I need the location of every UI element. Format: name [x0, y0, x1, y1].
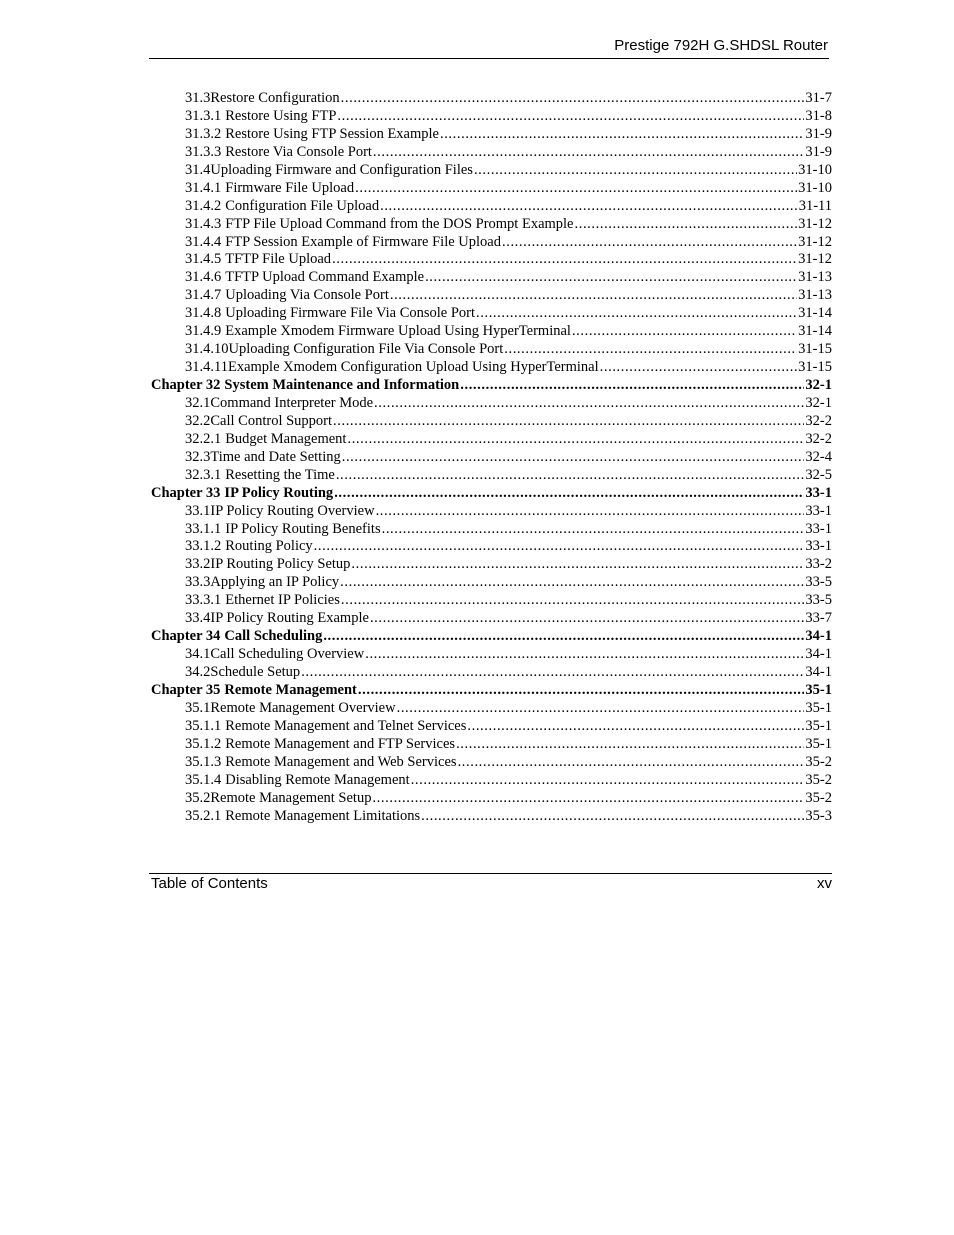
toc-entry[interactable]: [151, 772, 832, 790]
toc-entry[interactable]: [151, 198, 832, 216]
toc-entry-number: 31.4.8: [185, 305, 222, 322]
toc-entry-number: 31.4.3: [185, 215, 222, 232]
dot-leader: [421, 808, 804, 826]
toc-entry[interactable]: [151, 323, 832, 341]
toc-entry[interactable]: [151, 467, 832, 485]
dot-leader: [460, 377, 804, 395]
toc-entry-title: Remote Management Limitations: [225, 807, 421, 824]
toc-entry[interactable]: [151, 592, 832, 610]
toc-entry-page: 33-5: [805, 592, 832, 609]
toc-entry[interactable]: [151, 736, 832, 754]
toc-entry-title: Schedule Setup: [210, 664, 301, 680]
dot-leader: [370, 610, 804, 628]
dot-leader: [351, 556, 804, 574]
toc-entry-title: Example Xmodem Firmware Upload Using HyperTerminal: [225, 323, 571, 340]
toc-entry[interactable]: [151, 503, 832, 521]
toc-entry-page: 34-1: [805, 664, 832, 680]
toc-entry-page: 32-4: [805, 448, 832, 465]
toc-entry[interactable]: [151, 538, 832, 556]
toc-entry-title: Remote Management and Web Services: [225, 753, 457, 770]
toc-entry[interactable]: [151, 216, 832, 234]
toc-entry[interactable]: [151, 556, 832, 574]
toc-entry-page: 35-1: [805, 681, 832, 698]
toc-entry-title: Command Interpreter Mode: [210, 394, 374, 411]
toc-entry-page: 33-7: [805, 610, 832, 627]
toc-entry-page: 31-14: [798, 305, 832, 322]
dot-leader: [372, 790, 804, 808]
toc-entry-page: 35-1: [805, 717, 832, 734]
toc-entry-page: 35-3: [805, 807, 832, 824]
toc-chapter-entry[interactable]: [151, 682, 832, 700]
toc-entry-title: IP Routing Policy Setup: [210, 556, 351, 573]
toc-entry-number: 34.2: [185, 664, 211, 680]
dot-leader: [334, 485, 804, 503]
dot-leader: [474, 162, 797, 180]
toc-entry-number: 31.3: [185, 90, 211, 106]
toc-entry-page: 35-1: [805, 735, 832, 752]
toc-entry[interactable]: [151, 341, 832, 359]
toc-entry-title: Applying an IP Policy: [210, 574, 340, 591]
toc-entry-title: TFTP Upload Command Example: [225, 269, 425, 286]
dot-leader: [333, 413, 804, 431]
toc-entry[interactable]: [151, 251, 832, 269]
dot-leader: [376, 503, 805, 521]
toc-chapter-entry[interactable]: [151, 377, 832, 395]
toc-chapter-entry[interactable]: [151, 485, 832, 503]
dot-leader: [504, 341, 797, 359]
toc-entry-title: IP Policy Routing Overview: [210, 502, 375, 519]
toc-entry-page: 33-1: [805, 538, 832, 555]
toc-entry-title: Example Xmodem Configuration Upload Using HyperTerminal: [227, 359, 599, 376]
toc-entry-number: 31.4: [185, 161, 211, 178]
toc-entry-number: 33.1: [185, 502, 211, 519]
footer-section-title: Table of Contents: [151, 875, 268, 892]
toc-entry[interactable]: [151, 359, 832, 377]
dot-leader: [323, 628, 804, 646]
toc-entry-page: 31-12: [798, 215, 832, 232]
toc-entry-number: Chapter 32: [151, 377, 221, 393]
dot-leader: [355, 180, 797, 198]
toc-entry-number: 33.4: [185, 610, 211, 627]
toc-entry-page: 31-9: [805, 125, 832, 142]
toc-entry-number: 33.2: [185, 556, 211, 573]
toc-entry-title: Uploading Via Console Port: [225, 287, 389, 304]
toc-entry[interactable]: [151, 395, 832, 413]
toc-entry[interactable]: [151, 287, 832, 305]
running-header: Prestige 792H G.SHDSL Router: [614, 37, 828, 54]
toc-entry-page: 31-14: [798, 323, 832, 340]
toc-entry-number: 31.4.2: [185, 197, 222, 214]
toc-entry[interactable]: [151, 234, 832, 252]
toc-entry-number: 32.3: [185, 448, 211, 465]
toc-entry-number: 31.4.9: [185, 323, 222, 340]
dot-leader: [467, 718, 804, 736]
dot-leader: [301, 664, 804, 682]
dot-leader: [600, 359, 798, 377]
toc-entry-title: Call Scheduling Overview: [210, 646, 365, 663]
toc-entry-number: 31.4.6: [185, 269, 222, 286]
toc-entry[interactable]: [151, 808, 832, 826]
toc-entry-title: Configuration File Upload: [225, 197, 380, 214]
toc-entry-title: Remote Management and Telnet Services: [225, 717, 467, 734]
toc-entry[interactable]: [151, 574, 832, 592]
toc-entry-number: 31.4.5: [185, 251, 222, 268]
toc-entry-number: 33.1.1: [185, 520, 222, 537]
toc-entry-title: Firmware File Upload: [225, 179, 355, 196]
toc-entry-page: 35-1: [805, 699, 832, 716]
footer-rule: [149, 873, 832, 874]
toc-entry-number: 35.1.4: [185, 771, 222, 788]
toc-entry[interactable]: [151, 162, 832, 180]
toc-entry-page: 32-5: [805, 466, 832, 483]
dot-leader: [342, 449, 805, 467]
toc-entry-page: 31-8: [805, 107, 832, 124]
toc-entry[interactable]: [151, 521, 832, 539]
dot-leader: [390, 287, 797, 305]
dot-leader: [340, 574, 804, 592]
toc-entry-page: 31-13: [798, 269, 832, 286]
dot-leader: [458, 754, 805, 772]
toc-entry-page: 35-2: [805, 789, 832, 806]
toc-entry-title: Time and Date Setting: [210, 448, 341, 465]
toc-entry-number: 35.2: [185, 789, 211, 806]
toc-entry[interactable]: [151, 269, 832, 287]
toc-entry-page: 33-2: [805, 556, 832, 573]
dot-leader: [476, 305, 797, 323]
toc-entry-number: 35.1.1: [185, 717, 222, 734]
toc-entry-title: TFTP File Upload: [225, 251, 332, 268]
toc-entry-number: 32.2: [185, 412, 211, 429]
toc-entry[interactable]: [151, 646, 832, 664]
toc-entry-number: 35.1: [185, 699, 211, 716]
toc-entry-page: 33-1: [805, 502, 832, 519]
toc-entry-title: Remote Management Setup: [210, 789, 372, 806]
toc-entry[interactable]: [151, 431, 832, 449]
toc-entry-number: 33.3.1: [185, 592, 222, 609]
toc-entry-number: 31.4.7: [185, 287, 222, 304]
toc-entry-number: 32.3.1: [185, 466, 222, 483]
toc-entry-page: 32-2: [805, 430, 832, 447]
toc-entry-page: 35-2: [805, 771, 832, 788]
dot-leader: [425, 269, 797, 287]
toc-entry-title: FTP File Upload Command from the DOS Prompt Example: [225, 215, 574, 232]
dot-leader: [397, 700, 805, 718]
toc-entry[interactable]: [151, 90, 832, 108]
toc-entry-page: 31-12: [798, 251, 832, 268]
dot-leader: [365, 646, 804, 664]
dot-leader: [373, 144, 804, 162]
toc-entry-title: Remote Management: [224, 681, 357, 698]
toc-entry-title: System Maintenance and Information: [224, 377, 460, 393]
dot-leader: [347, 431, 804, 449]
toc-entry[interactable]: [151, 700, 832, 718]
toc-entry-title: Uploading Firmware File Via Console Port: [225, 305, 476, 322]
toc-entry-page: 31-10: [798, 179, 832, 196]
dot-leader: [336, 467, 805, 485]
dot-leader: [374, 395, 804, 413]
toc-entry[interactable]: [151, 754, 832, 772]
toc-entry-title: Uploading Firmware and Configuration Files: [210, 161, 473, 178]
toc-entry-page: 34-1: [805, 646, 832, 663]
toc-entry[interactable]: [151, 449, 832, 467]
dot-leader: [411, 772, 805, 790]
toc-entry[interactable]: [151, 180, 832, 198]
toc-entry-page: 31-12: [798, 233, 832, 250]
toc-entry-title: Routing Policy: [225, 538, 313, 555]
toc-entry-title: Disabling Remote Management: [225, 771, 410, 788]
toc-entry-number: 34.1: [185, 646, 211, 663]
toc-entry-title: Restore Using FTP Session Example: [225, 125, 439, 142]
toc-entry-number: 31.3.3: [185, 143, 222, 160]
toc-entry-title: FTP Session Example of Firmware File Upload: [225, 233, 501, 250]
toc-entry-number: Chapter 34: [151, 628, 221, 645]
toc-entry-number: 32.2.1: [185, 430, 222, 447]
toc-entry-title: Call Scheduling: [224, 628, 323, 645]
toc-entry-title: Restore Using FTP: [225, 107, 337, 124]
dot-leader: [502, 234, 797, 252]
toc-entry-page: 31-11: [798, 197, 832, 214]
dot-leader: [332, 251, 797, 269]
dot-leader: [341, 592, 805, 610]
toc-entry-number: 35.2.1: [185, 807, 222, 824]
dot-leader: [358, 682, 805, 700]
toc-chapter-entry[interactable]: [151, 628, 832, 646]
toc-entry-title: Uploading Configuration File Via Console Port: [228, 341, 504, 358]
toc-entry-title: Resetting the Time: [225, 466, 335, 483]
toc-entry-title: IP Policy Routing Example: [210, 610, 369, 627]
toc-entry-number: 31.4.11: [185, 359, 228, 376]
toc-entry-page: 33-1: [805, 520, 832, 537]
toc-entry[interactable]: [151, 108, 832, 126]
toc-entry-page: 33-1: [805, 484, 832, 501]
toc-entry-title: IP Policy Routing Benefits: [225, 520, 381, 537]
toc-entry-title: Call Control Support: [210, 412, 333, 429]
toc-entry[interactable]: [151, 126, 832, 144]
toc-entry[interactable]: [151, 610, 832, 628]
header-rule: [149, 58, 829, 59]
toc-entry-number: 33.1.2: [185, 538, 222, 555]
toc-entry[interactable]: [151, 305, 832, 323]
toc-entry-title: Remote Management Overview: [210, 699, 396, 716]
toc-entry-number: 31.4.1: [185, 179, 222, 196]
toc-entry-title: IP Policy Routing: [224, 484, 334, 501]
toc-entry[interactable]: [151, 790, 832, 808]
dot-leader: [337, 108, 804, 126]
toc-entry-page: 35-2: [805, 753, 832, 770]
toc-entry-page: 31-15: [798, 359, 832, 376]
toc-entry-title: Restore Configuration: [210, 90, 340, 106]
dot-leader: [440, 126, 804, 144]
footer-page-number: xv: [817, 875, 832, 892]
toc-entry-page: 32-2: [805, 412, 832, 429]
toc-entry-page: 32-1: [805, 377, 832, 393]
dot-leader: [382, 521, 805, 539]
toc-entry-number: 32.1: [185, 394, 211, 411]
table-of-contents: [151, 90, 832, 825]
toc-entry-number: 31.4.4: [185, 233, 222, 250]
toc-entry-number: 31.3.2: [185, 125, 222, 142]
toc-entry-page: 31-13: [798, 287, 832, 304]
toc-entry-page: 33-5: [805, 574, 832, 591]
toc-entry-title: Budget Management: [225, 430, 347, 447]
toc-entry-title: Restore Via Console Port: [225, 143, 372, 160]
dot-leader: [341, 90, 805, 108]
dot-leader: [575, 216, 798, 234]
dot-leader: [314, 538, 805, 556]
toc-entry[interactable]: [151, 718, 832, 736]
toc-entry-page: 31-15: [798, 341, 832, 358]
toc-entry[interactable]: [151, 664, 832, 682]
toc-entry-number: 35.1.2: [185, 735, 222, 752]
toc-entry-page: 31-7: [805, 90, 832, 106]
toc-entry-title: Remote Management and FTP Services: [225, 735, 456, 752]
dot-leader: [380, 198, 798, 216]
toc-entry-page: 31-9: [805, 143, 832, 160]
toc-entry-page: 32-1: [805, 394, 832, 411]
toc-entry-number: 31.3.1: [185, 107, 222, 124]
dot-leader: [456, 736, 804, 754]
toc-entry-number: 33.3: [185, 574, 211, 591]
toc-entry-number: Chapter 33: [151, 484, 221, 501]
toc-entry-number: 31.4.10: [185, 341, 229, 358]
dot-leader: [572, 323, 797, 341]
toc-entry-page: 34-1: [805, 628, 832, 645]
toc-entry-page: 31-10: [798, 161, 832, 178]
toc-entry-number: Chapter 35: [151, 681, 221, 698]
toc-entry-number: 35.1.3: [185, 753, 222, 770]
toc-entry[interactable]: [151, 144, 832, 162]
toc-entry[interactable]: [151, 413, 832, 431]
toc-entry-title: Ethernet IP Policies: [225, 592, 340, 609]
